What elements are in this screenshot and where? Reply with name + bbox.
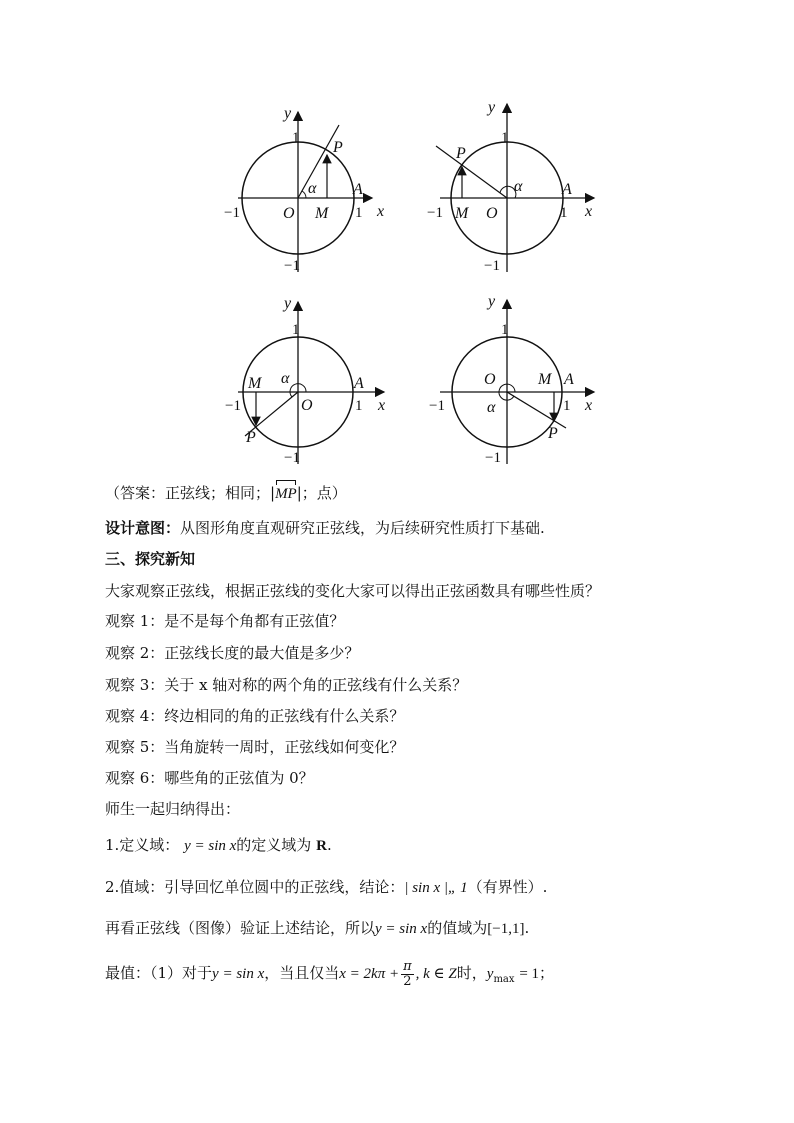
label-origin: O — [484, 371, 496, 388]
verify-formula: y = sin x — [375, 921, 428, 937]
label-A: A — [564, 371, 574, 388]
extreme-formula: y = sin x — [212, 966, 265, 982]
label-neg-one-y: −1 — [485, 450, 501, 466]
extreme-item — [105, 958, 554, 995]
extreme-cond: x = 2kπ + — [339, 966, 400, 982]
label-x: x — [585, 203, 593, 220]
label-P: P — [548, 425, 558, 442]
label-M: M — [455, 205, 469, 222]
label-x: x — [377, 203, 385, 220]
label-neg-one-y: −1 — [284, 258, 300, 274]
label-one-x: 1 — [355, 205, 363, 221]
label-neg-one-y: −1 — [484, 258, 500, 274]
label-one: 1 — [292, 322, 300, 338]
fraction-denominator: 2 — [403, 973, 412, 989]
label-P: P — [246, 429, 256, 446]
pi-over-two-fraction — [401, 960, 414, 989]
answer-line — [105, 483, 347, 504]
label-origin: O — [301, 397, 313, 414]
observation-4: 观察 4：终边相同的角的正弦线有什么关系？ — [105, 707, 405, 725]
label-origin: O — [486, 205, 498, 222]
extreme-max-sub: max — [493, 974, 515, 985]
domain-item — [105, 835, 332, 856]
label-M: M — [538, 371, 552, 388]
extreme-comma: ，当且仅当 — [264, 964, 340, 982]
intro-paragraph: 大家观察正弦线，根据正弦线的变化大家可以得出正弦函数具有哪些性质？ — [105, 582, 601, 600]
section-heading: 三、探究新知 — [105, 550, 196, 568]
observation-6: 观察 6：哪些角的正弦值为 0？ — [105, 769, 314, 787]
range-item — [105, 877, 547, 898]
label-A: A — [353, 181, 363, 198]
domain-middle: 的定义域为 — [236, 836, 312, 854]
observation-3: 观察 3：关于 x 轴对称的两个角的正弦线有什么关系？ — [105, 676, 468, 694]
observation-5: 观察 5：当角旋转一周时，正弦线如何变化？ — [105, 738, 405, 756]
range-formula: | sin x |„ 1 — [404, 880, 468, 896]
label-neg-one-x: −1 — [429, 398, 445, 414]
label-neg-one-x: −1 — [224, 205, 240, 221]
label-y: y — [488, 99, 496, 116]
label-y: y — [488, 293, 496, 310]
label-alpha: α — [514, 178, 523, 195]
summary-intro: 师生一起归纳得出： — [105, 800, 241, 818]
label-alpha: α — [308, 180, 317, 197]
extreme-eq: = 1； — [519, 966, 555, 982]
design-intent-text: 从图形角度直观研究正弦线，为后续研究性质打下基础. — [180, 519, 545, 537]
fraction-numerator: π — [403, 958, 412, 974]
label-one-x: 1 — [560, 205, 568, 221]
verify-interval: [−1,1] — [487, 921, 525, 937]
label-one: 1 — [292, 130, 300, 146]
label-one-x: 1 — [563, 398, 571, 414]
label-one: 1 — [501, 130, 509, 146]
range-prefix: 2.值域：引导回忆单位圆中的正弦线，结论： — [105, 878, 405, 896]
label-A: A — [562, 181, 572, 198]
unit-circle-figure-q4 — [0, 0, 794, 484]
observation-1: 观察 1：是不是每个角都有正弦值？ — [105, 612, 345, 630]
answer-mp: MP — [275, 486, 297, 502]
label-x: x — [378, 397, 386, 414]
design-intent — [105, 518, 545, 538]
range-suffix: （有界性）. — [467, 878, 548, 896]
label-x: x — [585, 397, 593, 414]
extreme-ymax: y — [486, 966, 494, 982]
domain-formula: y = sin x — [184, 838, 237, 854]
verify-end: . — [524, 919, 530, 937]
label-alpha: α — [487, 399, 496, 416]
label-neg-one-y: −1 — [284, 450, 300, 466]
extreme-when: 时， — [456, 964, 487, 982]
label-M: M — [248, 375, 262, 392]
label-P: P — [333, 139, 343, 156]
extreme-prefix: 最值：（1）对于 — [105, 964, 213, 982]
label-y: y — [284, 295, 292, 312]
label-origin: O — [283, 205, 295, 222]
observation-2: 观察 2：正弦线长度的最大值是多少？ — [105, 644, 360, 662]
verify-middle: 的值域为 — [427, 919, 488, 937]
domain-prefix: 1.定义域： — [105, 836, 180, 854]
unit-circle-figures — [0, 0, 794, 480]
domain-set: R — [316, 838, 327, 854]
verify-item — [105, 918, 529, 939]
label-M: M — [315, 205, 329, 222]
verify-prefix: 再看正弦线（图像）验证上述结论，所以 — [105, 919, 376, 937]
label-neg-one-x: −1 — [427, 205, 443, 221]
extreme-k-in-z: , k ∈ Z — [415, 966, 457, 982]
label-y: y — [284, 105, 292, 122]
label-A: A — [354, 375, 364, 392]
label-P: P — [456, 145, 466, 162]
design-intent-label: 设计意图： — [105, 519, 181, 537]
domain-end: . — [326, 836, 332, 854]
label-neg-one-x: −1 — [225, 398, 241, 414]
label-one: 1 — [501, 322, 509, 338]
label-alpha: α — [281, 370, 290, 387]
label-one-x: 1 — [355, 398, 363, 414]
answer-suffix: |；点） — [296, 484, 347, 502]
answer-prefix: （答案：正弦线；相同；| — [105, 484, 276, 502]
